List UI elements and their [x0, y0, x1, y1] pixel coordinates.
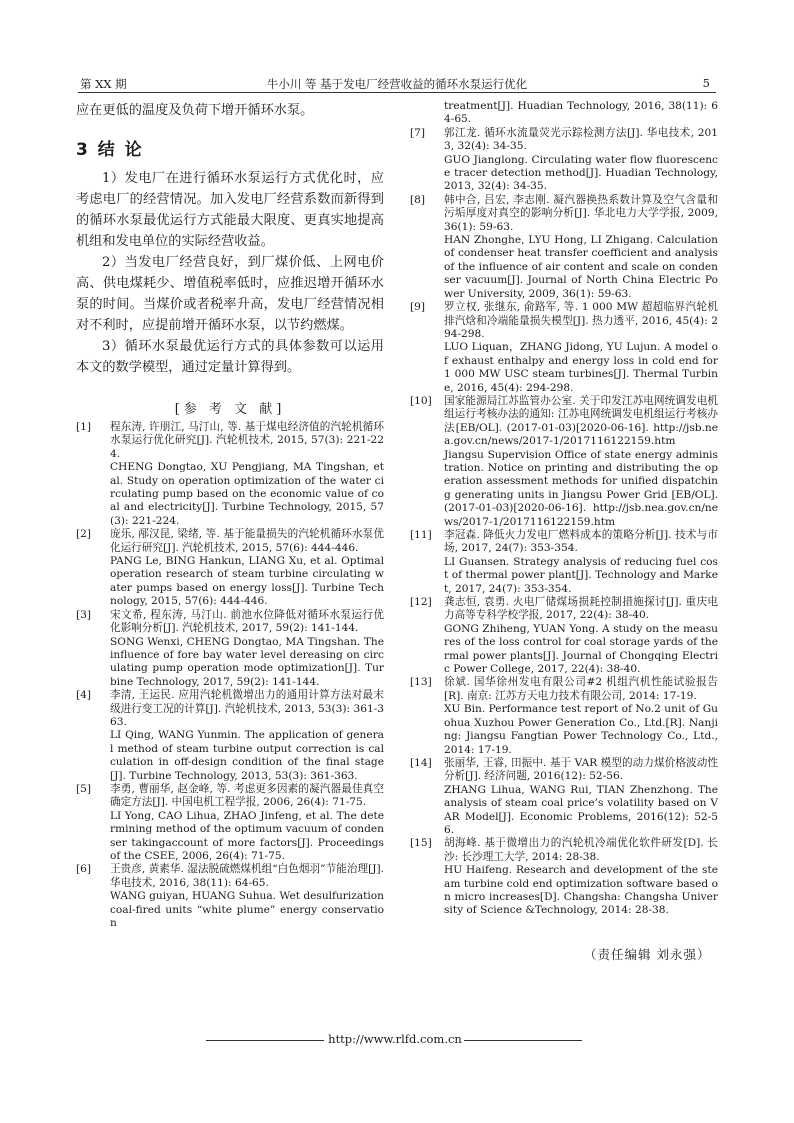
responsible-editor: （责任编辑 刘永强） — [584, 947, 711, 962]
reference-entry-primary: 胡海峰. 基于微增出力的汽轮机冷端优化软件研发[D]. 长沙: 长沙理工大学, 2014: 28-38. — [444, 837, 718, 863]
reference-number: [2] — [76, 528, 92, 541]
reference-number: [15] — [410, 837, 432, 850]
reference-number: [14] — [410, 756, 432, 769]
reference-item — [410, 395, 718, 529]
reference-number: [5] — [76, 782, 92, 795]
reference-text — [444, 194, 718, 301]
reference-number: [9] — [410, 301, 426, 314]
reference-entry-primary: 张丽华, 王睿, 田振中. 基于 VAR 模型的动力煤价格波动性分析[J]. 经济问题, 2016(12): 52-56. — [444, 756, 718, 783]
references-heading: [参 考 文 献] — [174, 402, 286, 417]
issue-number: 第 XX 期 — [80, 77, 127, 91]
conclusion-paragraph-1: 1）发电厂在进行循环水泵运行方式优化时，应考虑电厂的经营情况。加入发电厂经营系数而新得到的循环水泵最优运行方式能最大限度、更真实地提高机组和发电单位的实际经营收益。 — [76, 171, 384, 249]
reference-number: [1] — [76, 421, 92, 433]
reference-entry-primary: treatment[J]. Huadian Technology, 2016, 38(11): 64-65. — [444, 100, 718, 126]
reference-item — [76, 689, 384, 783]
continued-paragraph: 应在更低的温度及负荷下增开循环水泵。 — [76, 103, 314, 118]
running-header — [78, 74, 716, 93]
reference-number: [6] — [76, 863, 92, 876]
reference-entry-primary: 郭江龙. 循环水流量荧光示踪检测方法[J]. 华电技术, 2013, 32(4): 34-35. — [444, 126, 718, 153]
reference-number: [10] — [410, 394, 432, 407]
reference-item — [410, 127, 718, 194]
reference-entry-english: CHENG Dongtao, XU Pengjiang, MA Tingshan, et al. Study on operation optimization of the water circulating pump based on the economic value of coal and electricity[J]. Turbine Technology, 2015, 57(3): 221-224. — [110, 461, 384, 527]
reference-entry-primary: 李清, 王运民. 应用汽轮机微增出力的通用计算方法对最末级进行变工况的计算[J]. 汽轮机技术, 2013, 53(3): 361-363. — [110, 689, 384, 728]
reference-text — [110, 421, 384, 528]
reference-entry-primary: 王贵彦, 黄素华. 湿法脱硫燃煤机组“白色烟羽”节能治理[J]. 华电技术, 2016, 38(11): 64-65. — [110, 863, 384, 889]
references-list-right — [410, 100, 718, 918]
reference-text — [444, 596, 718, 676]
reference-entry-english: HAN Zhonghe, LYU Hong, LI Zhigang. Calculation of condenser heat transfer coefficient and analysis of the influence of air content and scale on condenser vacuum[J]. Journal of North China Electric Power University, 2009, 36(1): 59-63. — [444, 234, 718, 300]
footer-url: http://www.rlfd.com.cn — [328, 1032, 462, 1046]
reference-item — [410, 757, 718, 837]
reference-text — [444, 837, 718, 917]
references-list-left — [76, 421, 384, 930]
reference-item — [410, 100, 718, 127]
section-title-conclusion: 3 结 论 — [76, 140, 144, 160]
reference-entry-english: GUO Jianglong. Circulating water flow fluorescence tracer detection method[J]. Huadian Technology, 2013, 32(4): 34-35. — [444, 153, 718, 193]
reference-text — [110, 689, 384, 783]
reference-entry-primary: 国家能源局江苏监管办公室. 关于印发江苏电网统调发电机组运行考核办法的通知: 江苏电网统调发电机组运行考核办法[EB/OL]. (2017-01-03)[2020-06-16]. http://jsb.nea.gov.cn/news/2017-1/2017116122159.htm — [444, 394, 718, 448]
reference-entry-english: Jiangsu Supervision Office of state energy administration. Notice on printing and distributing the operation assessment methods for unified dispatching generating units in Jiangsu Power Grid [EB/OL]. (2017-01-03)[2020-06-16]. http://jsb.nea.gov.cn/news/2017-1/2017116122159.htm — [444, 448, 718, 528]
reference-item — [76, 421, 384, 528]
reference-number: [4] — [76, 689, 92, 702]
reference-text — [110, 609, 384, 689]
reference-entry-primary: 李勇, 曹丽华, 赵金峰, 等. 考虑更多因素的凝汽器最佳真空确定方法[J]. 中国电机工程学报, 2006, 26(4): 71-75. — [110, 782, 384, 809]
reference-number: [8] — [410, 193, 426, 206]
reference-item — [76, 528, 384, 608]
reference-entry-english: GONG Zhiheng, YUAN Yong. A study on the measures of the loss control for coal storage yards of thermal power plants[J]. Journal of Chongqing Electric Power College, 2017, 22(4): 38-40. — [444, 622, 718, 676]
reference-item — [76, 863, 384, 930]
reference-item — [410, 837, 718, 917]
reference-entry-english: LUO Liquan，ZHANG Jidong, YU Lujun. A model of exhaust enthalpy and energy loss in cold end for 1 000 MW USC steam turbines[J]. Thermal Turbine, 2016, 45(4): 294-298. — [444, 341, 718, 394]
conclusion-paragraph-3: 3）循环水泵最优运行方式的具体参数可以运用本文的数学模型，通过定量计算得到。 — [76, 339, 384, 375]
reference-entry-primary: 程东涛, 许朋江, 马汀山, 等. 基于煤电经济值的汽轮机循环水泵运行优化研究[J]. 汽轮机技术, 2015, 57(3): 221-224. — [110, 421, 384, 460]
reference-text — [444, 395, 718, 529]
conclusion-paragraph-2: 2）当发电厂经营良好，到厂煤价低、上网电价高、供电煤耗少、增值税率低时，应推迟增开循环水泵的时间。当煤价或者税率升高，发电厂经营情况相对不利时，应提前增开循环水泵，以节约燃煤。 — [76, 255, 384, 333]
reference-entry-primary: 宋文希, 程东涛, 马汀山. 前池水位降低对循环水泵运行优化影响分析[J]. 汽轮机技术, 2017, 59(2): 141-144. — [110, 608, 384, 635]
reference-entry-english: SONG Wenxi, CHENG Dongtao, MA Tingshan. The influence of fore bay water level dereasing on circulating pump operation mode optimization[J]. Turbine Technology, 2017, 59(2): 141-144. — [110, 635, 384, 688]
reference-text — [444, 127, 718, 194]
reference-item — [410, 301, 718, 395]
reference-text — [444, 676, 718, 756]
reference-number: [7] — [410, 126, 426, 139]
reference-entry-english: ZHANG Lihua, WANG Rui, TIAN Zhenzhong. The analysis of steam coal price’s volatility based on VAR Model[J]. Economic Problems, 2016(12): 52-56. — [444, 783, 718, 836]
reference-item — [76, 609, 384, 689]
left-column — [76, 100, 384, 930]
reference-item — [410, 676, 718, 756]
reference-entry-primary: 罗立权, 张继东, 俞路军, 等. 1 000 MW 超超临界汽轮机排汽焓和冷端能量损失模型[J]. 热力透平, 2016, 45(4): 294-298. — [444, 301, 718, 340]
right-column — [410, 100, 718, 918]
reference-number: [11] — [410, 529, 432, 541]
running-title: 牛小川 等 基于发电厂经营收益的循环水泵运行优化 — [266, 77, 528, 91]
reference-entry-primary: 韩中合, 吕宏, 李志刚. 凝汽器换热系数计算及空气含量和污垢厚度对真空的影响分析[J]. 华北电力大学学报, 2009, 36(1): 59-63. — [444, 193, 718, 233]
reference-text — [110, 783, 384, 863]
reference-item — [76, 783, 384, 863]
footer-rule-left — [206, 1040, 324, 1041]
reference-text — [444, 757, 718, 837]
page-number: 5 — [702, 76, 710, 90]
reference-item — [410, 529, 718, 596]
reference-entry-english: HU Haifeng. Research and development of the steam turbine cold end optimization software based on micro increases[D]. Changsha: Changsha University of Science &Technology, 2014: 28-38. — [444, 864, 718, 917]
reference-entry-english: LI Guansen. Strategy analysis of reducing fuel cost of thermal power plant[J]. Technology and Market, 2017, 24(7): 353-354. — [444, 555, 718, 595]
reference-text — [444, 100, 718, 127]
reference-item — [410, 596, 718, 676]
reference-text — [444, 301, 718, 395]
reference-entry-primary: 徐斌. 国华徐州发电有限公司#2 机组汽机性能试验报告[R]. 南京: 江苏方天电力技术有限公司, 2014: 17-19. — [444, 676, 718, 702]
reference-text — [110, 863, 384, 930]
reference-text — [110, 528, 384, 608]
reference-entry-english: LI Qing, WANG Yunmin. The application of general method of steam turbine output correction is calculation in off-design condition of the final stage[J]. Turbine Technology, 2013, 53(3): 361-363. — [110, 729, 384, 782]
footer-rule-right — [464, 1040, 582, 1041]
reference-entry-primary: 李冠森. 降低火力发电厂燃料成本的策略分析[J]. 技术与市场, 2017, 24(7): 353-354. — [444, 529, 718, 555]
reference-number: [3] — [76, 608, 92, 621]
reference-entry-english: XU Bin. Performance test report of No.2 unit of Guohua Xuzhou Power Generation Co., Ltd.[R]. Nanjing: Jiangsu Fangtian Power Technology Co., Ltd., 2014: 17-19. — [444, 703, 718, 756]
reference-entry-primary: 庞乐, 邴汉昆, 梁绪, 等. 基于能量损失的汽轮机循环水泵优化运行研究[J]. 汽轮机技术, 2015, 57(6): 444-446. — [110, 528, 384, 554]
reference-entry-primary: 龚志恒, 袁勇. 火电厂储煤场损耗控制措施探讨[J]. 重庆电力高等专科学校学报, 2017, 22(4): 38-40. — [444, 596, 718, 622]
reference-entry-english: PANG Le, BING Hankun, LIANG Xu, et al. Optimal operation research of steam turbine circulating water pumps based on energy loss[J]. Turbine Technology, 2015, 57(6): 444-446. — [110, 555, 384, 608]
reference-number: [13] — [410, 676, 432, 689]
reference-item — [410, 194, 718, 301]
reference-number: [12] — [410, 596, 432, 609]
reference-text — [444, 529, 718, 596]
reference-entry-english: WANG guiyan, HUANG Suhua. Wet desulfurization coal-fired units “white plume” energy conservation — [110, 890, 384, 930]
reference-entry-english: LI Yong, CAO Lihua, ZHAO Jinfeng, et al. The determining method of the optimum vacuum of condenser takingaccount of more factors[J]. Proceedings of the CSEE, 2006, 26(4): 71-75. — [110, 809, 384, 862]
reference-number — [410, 100, 444, 127]
